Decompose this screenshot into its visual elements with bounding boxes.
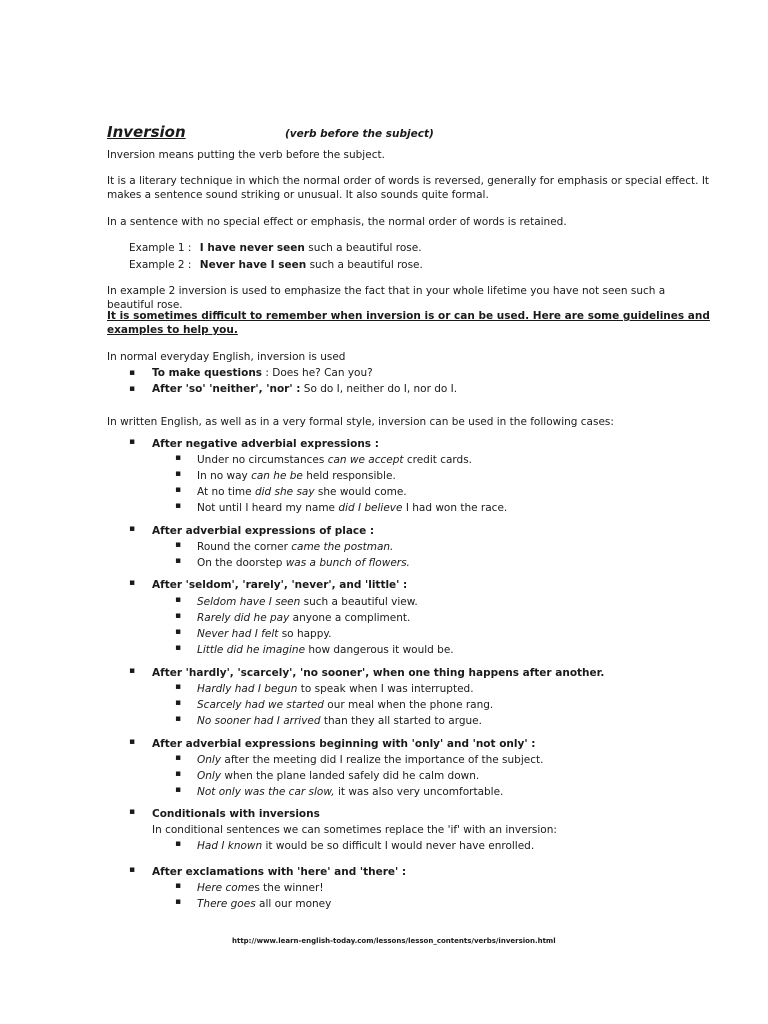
bullet-icon: ▪ (175, 881, 182, 891)
page-title: Inversion (107, 123, 186, 141)
italic-text: did I believe (338, 502, 403, 514)
case-example (197, 501, 507, 515)
bullet-icon: ▪ (129, 666, 136, 676)
case-example (197, 839, 534, 853)
case-example (197, 595, 418, 609)
everyday-intro: In normal everyday English, inversion is used (107, 351, 346, 363)
everyday-item-bold: After 'so' 'neither', 'nor' : (152, 383, 301, 395)
case-example (197, 485, 407, 499)
bullet-icon: ▪ (175, 611, 182, 621)
plain-text: when the plane landed safely did he calm down. (221, 770, 480, 782)
case-heading: After 'seldom', 'rarely', 'never', and 'little' : (152, 579, 408, 591)
case-heading: After exclamations with 'here' and 'there' : (152, 866, 407, 878)
everyday-item-rest: So do I, neither do I, nor do I. (300, 383, 458, 395)
example-rest: such a beautiful rose. (308, 242, 422, 254)
bullet-icon: ▪ (175, 556, 182, 566)
plain-text: such a beautiful view. (300, 596, 418, 608)
bullet-icon: ▪ (175, 643, 182, 653)
bullet-icon: ▪ (175, 785, 182, 795)
plain-text: credit cards. (403, 454, 473, 466)
example-label: Example 2 : (129, 259, 192, 271)
case-example (197, 453, 472, 467)
plain-text: than they all started to argue. (320, 715, 482, 727)
italic-text: was a bunch of flowers. (285, 557, 410, 569)
plain-text: it would be so difficult I would never have enrolled. (262, 840, 535, 852)
bullet-icon: ▪ (175, 753, 182, 763)
case-example (197, 469, 396, 483)
bullet-icon: ▪ (129, 807, 136, 817)
bullet-icon: ▪ (175, 501, 182, 511)
page-subtitle: (verb before the subject) (285, 128, 434, 140)
case-subnote: In conditional sentences we can sometimes replace the 'if' with an inversion: (152, 824, 557, 836)
example-label: Example 1 : (129, 242, 192, 254)
plain-text: anyone a compliment. (289, 612, 411, 624)
italic-text: Rarely did he pay (197, 612, 290, 624)
bullet-icon: ▪ (129, 384, 136, 394)
italic-text: Only (197, 770, 222, 782)
bullet-icon: ▪ (175, 769, 182, 779)
bullet-icon: ▪ (175, 839, 182, 849)
case-heading: After 'hardly', 'scarcely', 'no sooner', when one thing happens after another. (152, 667, 605, 679)
plain-text: At no time (197, 486, 255, 498)
intro-paragraph-1: Inversion means putting the verb before the subject. (107, 149, 385, 161)
example-bold: Never have I seen (199, 259, 307, 271)
case-example (197, 540, 393, 554)
bullet-icon: ▪ (129, 437, 136, 447)
case-heading: After adverbial expressions of place : (152, 525, 375, 537)
case-example (197, 785, 503, 799)
bullet-icon: ▪ (175, 627, 182, 637)
case-example (197, 643, 454, 657)
bullet-icon: ▪ (175, 714, 182, 724)
bullet-icon: ▪ (175, 469, 182, 479)
case-heading: Conditionals with inversions (152, 808, 320, 820)
italic-text: Scarcely had we started (197, 699, 324, 711)
italic-text: can he be (251, 470, 303, 482)
bullet-icon: ▪ (175, 682, 182, 692)
plain-text: I had won the race. (402, 502, 508, 514)
italic-text: Never had I felt (197, 628, 279, 640)
bullet-icon: ▪ (129, 737, 136, 747)
written-intro: In written English, as well as in a very formal style, inversion can be used in the following cases: (107, 416, 614, 428)
plain-text: all our money (255, 898, 332, 910)
case-heading: After adverbial expressions beginning with 'only' and 'not only' : (152, 738, 536, 750)
example-rest: such a beautiful rose. (309, 259, 423, 271)
guideline-heading: It is sometimes difficult to remember when inversion is or can be used. Here are some guidelines and examples to help you. (107, 310, 710, 337)
bullet-icon: ▪ (129, 578, 136, 588)
case-example (197, 556, 410, 570)
intro-paragraph-2: It is a literary technique in which the normal order of words is reversed, generally for emphasis or special effect. It makes a sentence sound striking or unusual. It also sounds quite formal. (107, 175, 710, 202)
plain-text: held responsible. (302, 470, 396, 482)
italic-text: Hardly had I begun (197, 683, 298, 695)
intro-paragraph-3: In a sentence with no special effect or emphasis, the normal order of words is retained. (107, 216, 567, 228)
italic-text: came the postman. (291, 541, 394, 553)
italic-text: Here come (197, 882, 255, 894)
bullet-icon: ▪ (175, 595, 182, 605)
plain-text: how dangerous it would be. (305, 644, 454, 656)
example-note: In example 2 inversion is used to emphasize the fact that in your whole lifetime you have not seen such a beautiful rose. (107, 285, 666, 312)
bullet-icon: ▪ (175, 485, 182, 495)
italic-text: Only (197, 754, 222, 766)
case-heading: After negative adverbial expressions : (152, 438, 379, 450)
bullet-icon: ▪ (129, 865, 136, 875)
bullet-icon: ▪ (129, 524, 136, 534)
case-example (197, 753, 543, 767)
everyday-item (152, 382, 457, 396)
bullet-icon: ▪ (175, 540, 182, 550)
italic-text: There goes (197, 898, 256, 910)
plain-text: after the meeting did I realize the importance of the subject. (221, 754, 544, 766)
example-bold: I have never seen (199, 242, 305, 254)
bullet-icon: ▪ (129, 368, 136, 378)
case-example (197, 897, 331, 911)
bullet-icon: ▪ (175, 698, 182, 708)
example-1 (129, 241, 422, 255)
plain-text: so happy. (278, 628, 332, 640)
plain-text: she would come. (314, 486, 407, 498)
plain-text: In no way (197, 470, 252, 482)
case-example (197, 698, 493, 712)
everyday-item-rest: : Does he? Can you? (262, 367, 373, 379)
footer-url: http://www.learn-english-today.com/lessons/lesson_contents/verbs/inversion.html (232, 937, 556, 945)
bullet-icon: ▪ (175, 453, 182, 463)
italic-text: Had I known (197, 840, 263, 852)
italic-text: Little did he imagine (197, 644, 306, 656)
plain-text: it was also very uncomfortable. (334, 786, 504, 798)
italic-text: Seldom have I seen (197, 596, 301, 608)
italic-text: can we accept (327, 454, 404, 466)
plain-text: Under no circumstances (197, 454, 328, 466)
italic-text: No sooner had I arrived (197, 715, 321, 727)
case-example (197, 714, 482, 728)
plain-text: Not until I heard my name (197, 502, 339, 514)
italic-text: did she say (254, 486, 315, 498)
bullet-icon: ▪ (175, 897, 182, 907)
plain-text: to speak when I was interrupted. (297, 683, 474, 695)
everyday-item (152, 366, 373, 380)
case-example (197, 682, 474, 696)
plain-text: Round the corner (197, 541, 292, 553)
case-example (197, 627, 331, 641)
plain-text: s the winner! (254, 882, 324, 894)
plain-text: our meal when the phone rang. (323, 699, 494, 711)
everyday-item-bold: To make questions (152, 367, 263, 379)
case-example (197, 881, 324, 895)
case-example (197, 611, 410, 625)
plain-text: On the doorstep (197, 557, 286, 569)
italic-text: Not only was the car slow, (197, 786, 335, 798)
example-2 (129, 258, 423, 272)
case-example (197, 769, 479, 783)
